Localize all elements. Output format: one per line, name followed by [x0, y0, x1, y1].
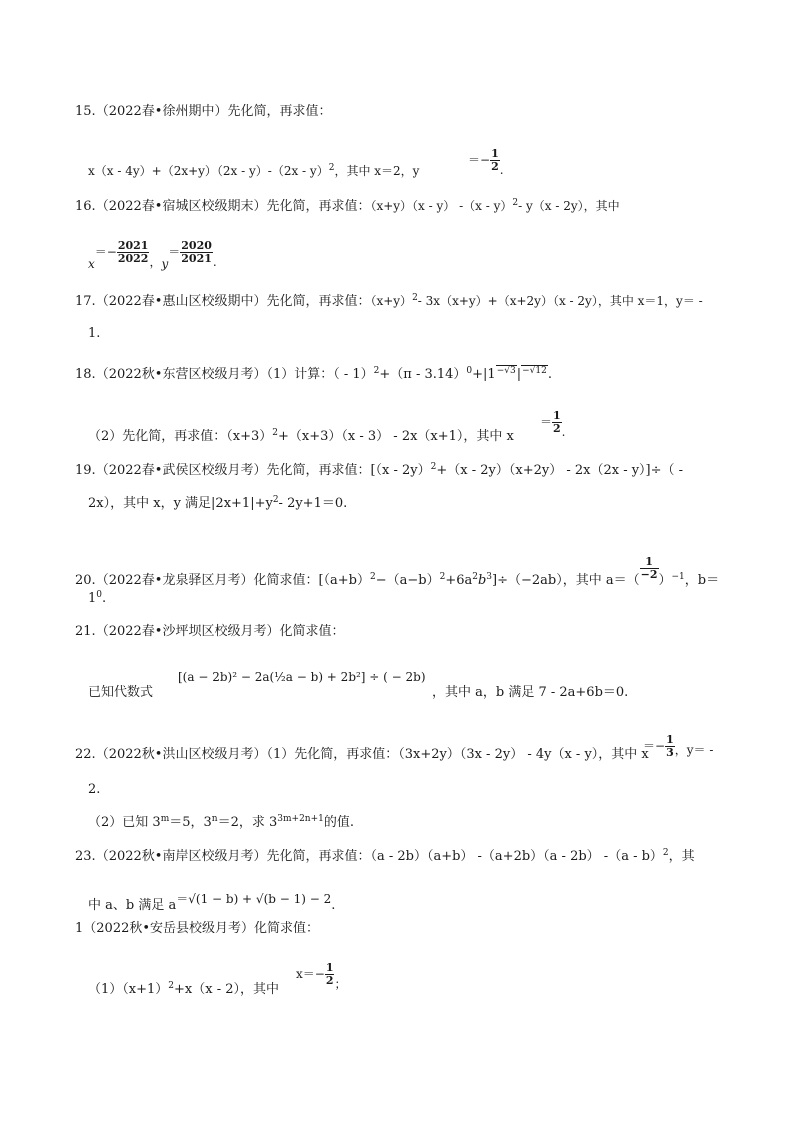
problem-20-header: 20.（2022春•龙泉驿区月考）化简求值：$[(a+b)^2-(a-b)^2+6a^2b^3]\div(-2ab)$，其中 a＝（ $\frac{1}{-2}$ ）$^{-1}$，b＝ — [75, 555, 720, 588]
problem-21-formula: [(a − 2b)² − 2a(½a − b) + 2b²] ÷ ( − 2b) — [178, 670, 426, 684]
problem-22-x-value: ＝− $\frac{1}{3}$ ，y＝ - — [643, 733, 714, 759]
problem-21-condition: ，其中 a，b 满足 7 - 2a+6b＝0. — [432, 685, 629, 700]
problem-21-header: 21.（2022春•沙坪坝区校级月考）化简求值： — [75, 624, 345, 639]
problem-16-values: x＝− $\frac{2021}{2022}$ ，y＝ $\frac{2020}{2021}$ . — [88, 239, 217, 271]
problem-19-header: 19.（2022春•武侯区校级月考）先化简，再求值：[（x - 2y）$^2$+（x - 2y）（x+2y） - 2x（2x - y）]÷（ - — [75, 462, 684, 478]
problem-21-label: 已知代数式 — [88, 685, 154, 700]
fraction: $\frac{1}{2}$ — [491, 147, 499, 173]
problem-23-continuation: 中 a、b 满足 a＝√(1 − b) + √(b − 1) − 2. — [88, 892, 336, 913]
sqrt-3: −√3 — [496, 366, 516, 376]
problem-source: （2022春•徐州期中）先化简，再求值： — [95, 104, 332, 119]
problem-24-header: 1（2022秋•安岳县校级月考）化简求值： — [75, 921, 320, 936]
problem-24-part1: $(1)(x+1)^2+x(x - 2)$，其中 — [88, 981, 279, 997]
problem-18-part2: （2）先化简，再求值：$(x+3)^2+(x+3)(x - 3) - 2x(x+1)$，其中 x — [88, 428, 514, 444]
problem-17-continuation: 1. — [88, 326, 101, 341]
problem-number: 15. — [75, 104, 96, 119]
problem-15-expression: x（x - 4y）+（2x+y）（2x - y）-（2x - y）$^2$，其中 x＝2，y — [88, 163, 420, 178]
problem-17-header: 17.（2022春•惠山区校级期中）先化简，再求值：$(x+y)^2-$ 3x（x+y）+（x+2y）（x - 2y），其中 x＝1，y＝ - — [75, 293, 703, 309]
problem-22-header: 22.（2022秋•洪山区校级月考）（1）先化简，再求值：（3x+2y）（3x - 2y） - 4y（x - y），其中 x — [75, 747, 649, 762]
problem-16-header: 16.（2022春•宿城区校级期末）先化简，再求值：（x+y）（x - y） -（x - y）$^2$- y（x - 2y），其中 — [75, 198, 620, 214]
problem-15-header — [75, 103, 331, 121]
problem-20-continuation: $1^0$. — [88, 590, 107, 606]
problem-19-continuation: 2x），其中 x，y 满足$|2x+1|+y^2-$ 2y+1＝0. — [88, 495, 348, 511]
problem-18-x-value: ＝ $\frac{1}{2}$ . — [540, 409, 566, 439]
sqrt-12: −√12 — [522, 366, 547, 376]
problem-22-part2: （2）已知 $3^m=5$，$3^n=2$，求 $3^{3m+2n+1}$的值. — [88, 814, 354, 830]
problem-18-header: 18.（2022秋•东营区校级月考）（1）计算：（ - $1)^2+(\pi - 3.14)^0+|1^{-√3}|^{-√12}$. — [75, 366, 552, 382]
problem-15-y-value: ＝− $\frac{1}{2}$ . — [468, 147, 504, 177]
problem-23-header: 23.（2022秋•南岸区校级月考）先化简，再求值：（a - 2b）（a+b） -（a+2b）（a - 2b） -（a - b）$^2$，其 — [75, 848, 695, 864]
problem-24-x-value: x＝− $\frac{1}{2}$ ； — [296, 961, 347, 991]
problem-22-continuation: 2. — [88, 782, 101, 797]
